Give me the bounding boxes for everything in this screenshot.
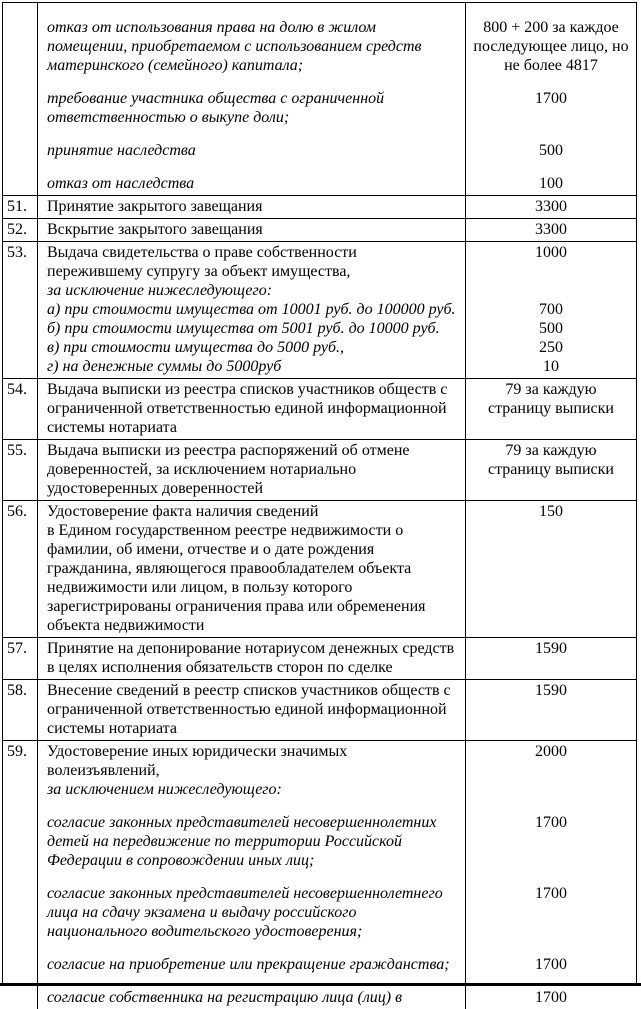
row-number-cell (3, 196, 38, 218)
description-line: Удостоверение иных юридически значимых (47, 743, 348, 760)
description-line: Федерации в сопровождении иных лиц; (47, 852, 315, 869)
tariff-cell (466, 3, 636, 195)
row-number: 56. (7, 503, 27, 520)
description-line: Выдача свидетельства о праве собственности (47, 244, 357, 261)
row-number-cell (3, 440, 38, 500)
description-line: лица на сдачу экзамена и выдачу российского (47, 904, 357, 921)
row-number: 51. (7, 198, 27, 215)
tariff-value (468, 479, 634, 498)
tariff-value (468, 719, 634, 738)
service-description-cell (38, 501, 466, 637)
tariff-value (468, 262, 634, 281)
description-line: недвижимости или лицом, в пользу которого (47, 579, 353, 596)
tariff-value (468, 658, 634, 677)
row-number-cell (3, 501, 38, 637)
description-line: согласие законных представителей несовершеннолетних (47, 814, 437, 831)
description-line: системы нотариата (47, 419, 177, 436)
description-line (47, 4, 459, 18)
description-line: согласие собственника на регистрацию лица (лиц) в (47, 989, 403, 1006)
tariff-value (468, 799, 634, 813)
tariff-value (468, 75, 634, 89)
page-bottom-edge (0, 983, 641, 986)
tariff-value (468, 780, 634, 799)
description-line: согласие на приобретение или прекращение гражданства; (47, 956, 450, 973)
description-line (47, 799, 459, 813)
tariff-cell (466, 379, 636, 439)
row-number-cell (3, 741, 38, 1009)
tariff-value (468, 832, 634, 851)
service-description-cell (38, 3, 466, 195)
table-row (3, 501, 636, 638)
tariff-cell (466, 440, 636, 500)
tariff-value (468, 540, 634, 559)
row-number: 57. (7, 640, 27, 657)
notary-tariff-table (2, 2, 637, 1006)
row-number (7, 4, 35, 23)
tariff-cell (466, 196, 636, 218)
tariff-value (468, 521, 634, 540)
description-line: доверенностей, за исключением нотариально (47, 461, 357, 478)
tariff-value (468, 4, 634, 18)
service-description-cell (38, 440, 466, 500)
tariff-value (468, 700, 634, 719)
tariff-value: 100 (539, 175, 563, 192)
tariff-value: 10 (543, 358, 559, 375)
table-row (3, 242, 636, 379)
service-description-cell (38, 219, 466, 241)
description-line: удостоверенных доверенностей (47, 480, 264, 497)
row-number: 53. (7, 244, 27, 261)
tariff-value: 3300 (535, 198, 567, 215)
tariff-cell (466, 219, 636, 241)
tariff-cell (466, 741, 636, 1009)
tariff-value (468, 281, 634, 300)
description-line: а) при стоимости имущества от 10001 руб. до 100000 руб. (47, 301, 456, 318)
tariff-value (468, 597, 634, 616)
row-number: 58. (7, 682, 27, 699)
tariff-value (468, 851, 634, 870)
tariff-value: страницу выписки (488, 400, 614, 417)
tariff-value: 1000 (535, 244, 567, 261)
description-line: Вскрытие закрытого завещания (47, 221, 263, 238)
tariff-value: 1590 (535, 682, 567, 699)
service-description-cell (38, 680, 466, 740)
description-line: фамилии, об имени, отчестве и о дате рождения (47, 541, 375, 558)
row-number: 59. (7, 743, 27, 760)
tariff-cell (466, 501, 636, 637)
tariff-value: 79 за каждую (505, 442, 597, 459)
tariff-value: 800 + 200 за каждое (483, 19, 619, 36)
row-number-cell (3, 379, 38, 439)
description-line: системы нотариата (47, 720, 177, 737)
description-line: г) на денежные суммы до 5000руб (47, 358, 282, 375)
table-row (3, 3, 636, 196)
description-line (47, 870, 459, 884)
description-line: Принятие на депонирование нотариусом денежных средств (47, 640, 455, 657)
tariff-cell (466, 680, 636, 740)
tariff-value: 3300 (535, 221, 567, 238)
description-line: национального водительского удостоверения; (47, 923, 363, 940)
row-number: 54. (7, 381, 27, 398)
tariff-value: не более 4817 (504, 57, 598, 74)
service-description-cell (38, 638, 466, 679)
description-line (47, 127, 459, 141)
tariff-value: 1700 (535, 885, 567, 902)
service-description-cell (38, 196, 466, 218)
table-row (3, 196, 636, 219)
row-number-cell (3, 638, 38, 679)
description-line: Внесение сведений в реестр списков участников обществ с (47, 682, 451, 699)
tariff-value: 1700 (535, 814, 567, 831)
description-line: в целях исполнения обязательств сторон по сделке (47, 659, 393, 676)
row-number-cell (3, 242, 38, 378)
tariff-value: 250 (539, 339, 563, 356)
description-line: материнского (семейного) капитала; (47, 57, 304, 74)
tariff-value (468, 160, 634, 174)
tariff-value: 79 за каждую (505, 381, 597, 398)
description-line: детей на передвижение по территории Российской (47, 833, 403, 850)
description-line: зарегистрированы ограничения права или обременения (47, 598, 426, 615)
tariff-value (468, 418, 634, 437)
description-line: объекта недвижимости (47, 617, 205, 634)
description-line: волеизъявлений, (47, 762, 160, 779)
description-line: принятие наследства (47, 142, 196, 159)
table-row (3, 219, 636, 242)
description-line: Удостоверение факта наличия сведений (47, 503, 319, 520)
tariff-value: последующее лицо, но (473, 38, 629, 55)
row-number: 55. (7, 442, 27, 459)
description-line: Выдача выписки из реестра распоряжений об отмене (47, 442, 410, 459)
tariff-value: 2000 (535, 743, 567, 760)
description-line: ограниченной ответственностью единой информационной (47, 400, 447, 417)
description-line: помещении, приобретаемом с использованием средств (47, 38, 422, 55)
description-line: в Едином государственном реестре недвижимости о (47, 522, 404, 539)
row-number-cell (3, 680, 38, 740)
row-number-cell (3, 3, 38, 195)
description-line: пережившему супругу за объект имущества, (47, 263, 351, 280)
description-line: за исключением нижеследующего: (47, 781, 282, 798)
table-row (3, 440, 636, 501)
row-number-cell (3, 219, 38, 241)
description-line: в) при стоимости имущества до 5000 руб., (47, 339, 344, 356)
table-row (3, 379, 636, 440)
tariff-value: 1700 (535, 90, 567, 107)
tariff-value: 1700 (535, 989, 567, 1006)
description-line: ответственностью о выкупе доли; (47, 109, 290, 126)
service-description-cell (38, 379, 466, 439)
tariff-value: 1590 (535, 640, 567, 657)
description-line: за исключение нижеследующего: (47, 282, 273, 299)
tariff-value: страницу выписки (488, 461, 614, 478)
description-line (47, 160, 459, 174)
tariff-value: 500 (539, 320, 563, 337)
tariff-value (468, 127, 634, 141)
tariff-value (468, 761, 634, 780)
row-number: 52. (7, 221, 27, 238)
description-line (47, 75, 459, 89)
table-row (3, 741, 636, 1009)
tariff-value (468, 616, 634, 635)
description-line: ограниченной ответственностью единой информационной (47, 701, 447, 718)
tariff-value (468, 903, 634, 922)
tariff-value (468, 559, 634, 578)
description-line: отказ от использования права на долю в жилом (47, 19, 376, 36)
tariff-value (468, 922, 634, 941)
tariff-value (468, 108, 634, 127)
tariff-value (468, 870, 634, 884)
table-row (3, 638, 636, 680)
tariff-cell (466, 638, 636, 679)
description-line: гражданина, являющегося правообладателем объекта (47, 560, 412, 577)
description-line: отказ от наследства (47, 175, 195, 192)
tariff-value (468, 578, 634, 597)
tariff-value: 700 (539, 301, 563, 318)
service-description-cell (38, 741, 466, 1009)
service-description-cell (38, 242, 466, 378)
description-line: б) при стоимости имущества от 5001 руб. до 10000 руб. (47, 320, 440, 337)
description-line (47, 941, 459, 955)
tariff-value: 500 (539, 142, 563, 159)
tariff-cell (466, 242, 636, 378)
description-line: Принятие закрытого завещания (47, 198, 263, 215)
tariff-value: 150 (539, 503, 563, 520)
tariff-value: 1700 (535, 956, 567, 973)
description-line: требование участника общества с ограниченной (47, 90, 385, 107)
description-line: Выдача выписки из реестра списков участников обществ с (47, 381, 448, 398)
tariff-value (468, 941, 634, 955)
description-line: согласие законных представителей несовершеннолетнего (47, 885, 443, 902)
table-row (3, 680, 636, 741)
